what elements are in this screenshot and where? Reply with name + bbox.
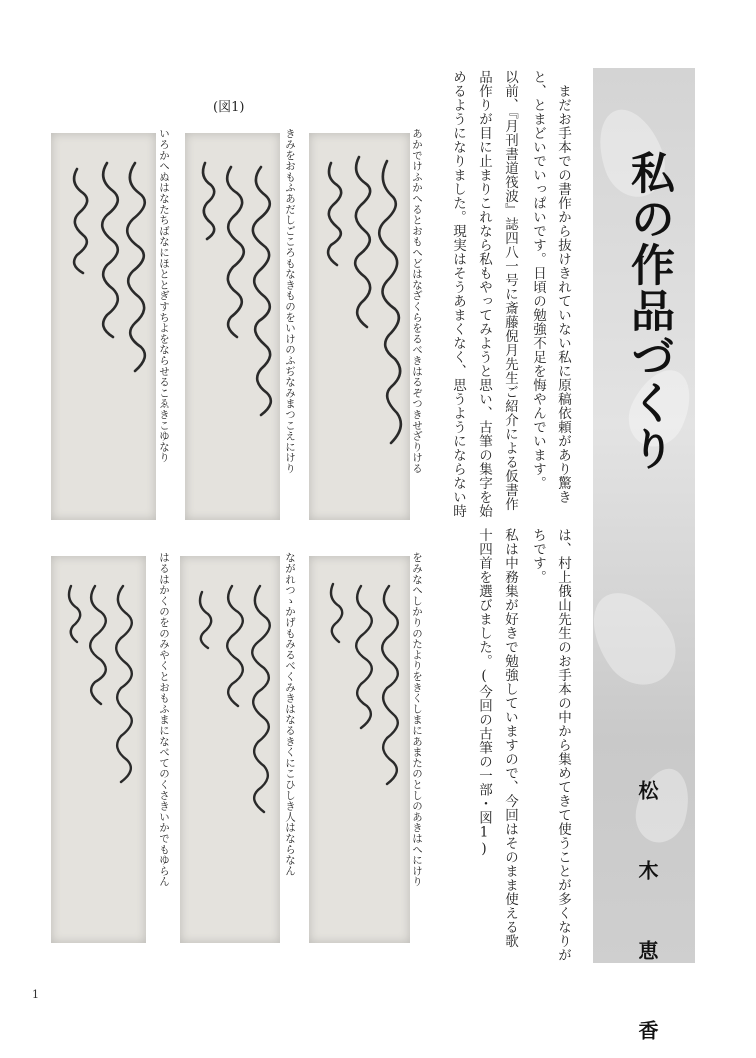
leaf-pattern-icon (576, 577, 691, 699)
essay-line: 私は中務集が好きで勉強していますので、今回はそのまま使える歌 (502, 528, 518, 948)
essay-line: と、とまどいでいっぱいです。日頃の勉強不足を悔やんでいます。 (530, 70, 546, 490)
essay-line: は、村上俄山先生のお手本の中から集めてきて使うことが多くなりが (555, 528, 571, 962)
calligraphy-panel (51, 133, 156, 520)
poem-transcription: をみなへしかりのたよりをきくしまにあまたのとしのあきはへにけり (411, 552, 423, 887)
poem-transcription: きみをおもふあだしごころもなきものをいけのふぢなみまつこえにけり (284, 128, 296, 474)
poem-transcription: ながれつゝかげもみるべくみきはなるきくにこひしき人はならなん (284, 552, 296, 876)
poem-transcription: はるはかくのをのみやくとおもふまになべてのくさきいかでもゆらん (158, 552, 170, 887)
calligraphy-panel (180, 556, 280, 943)
poem-transcription: いろかへぬはなたちばなにほととぎすちよをならせるこゑきこゆなり (158, 128, 170, 463)
essay-line: まだお手本での書作から抜けきれていない私に原稿依頼があり驚き (555, 84, 571, 504)
poem-transcription: あかでけふかへるとおもへどはなざくらをるべきはるぞつきせざりける (411, 128, 423, 474)
author-name: 松 木 恵 香 (635, 780, 659, 1058)
page-number: 1 (32, 988, 39, 1001)
essay-line: 以前、『月刊書道筏波』誌四八一号に斎藤倪月先生ご紹介による仮書作 (502, 70, 518, 512)
page-title: 私の作品づくり (623, 150, 674, 472)
calligraphy-panel (309, 133, 410, 520)
essay-line: ちです。 (530, 528, 546, 584)
essay-line: 品作りが目に止まりこれなら私もやってみようと思い、古筆の集字を始 (476, 70, 492, 518)
essay-line: めるようになりました。現実はそうあまくなく、思うようにならない時 (450, 70, 466, 518)
calligraphy-panel (309, 556, 410, 943)
figure-label: (図1) (213, 100, 245, 115)
calligraphy-panel (51, 556, 146, 943)
calligraphy-panel (185, 133, 280, 520)
essay-line: 十四首を選びました。(今回の古筆の一部・図1) (476, 528, 492, 858)
